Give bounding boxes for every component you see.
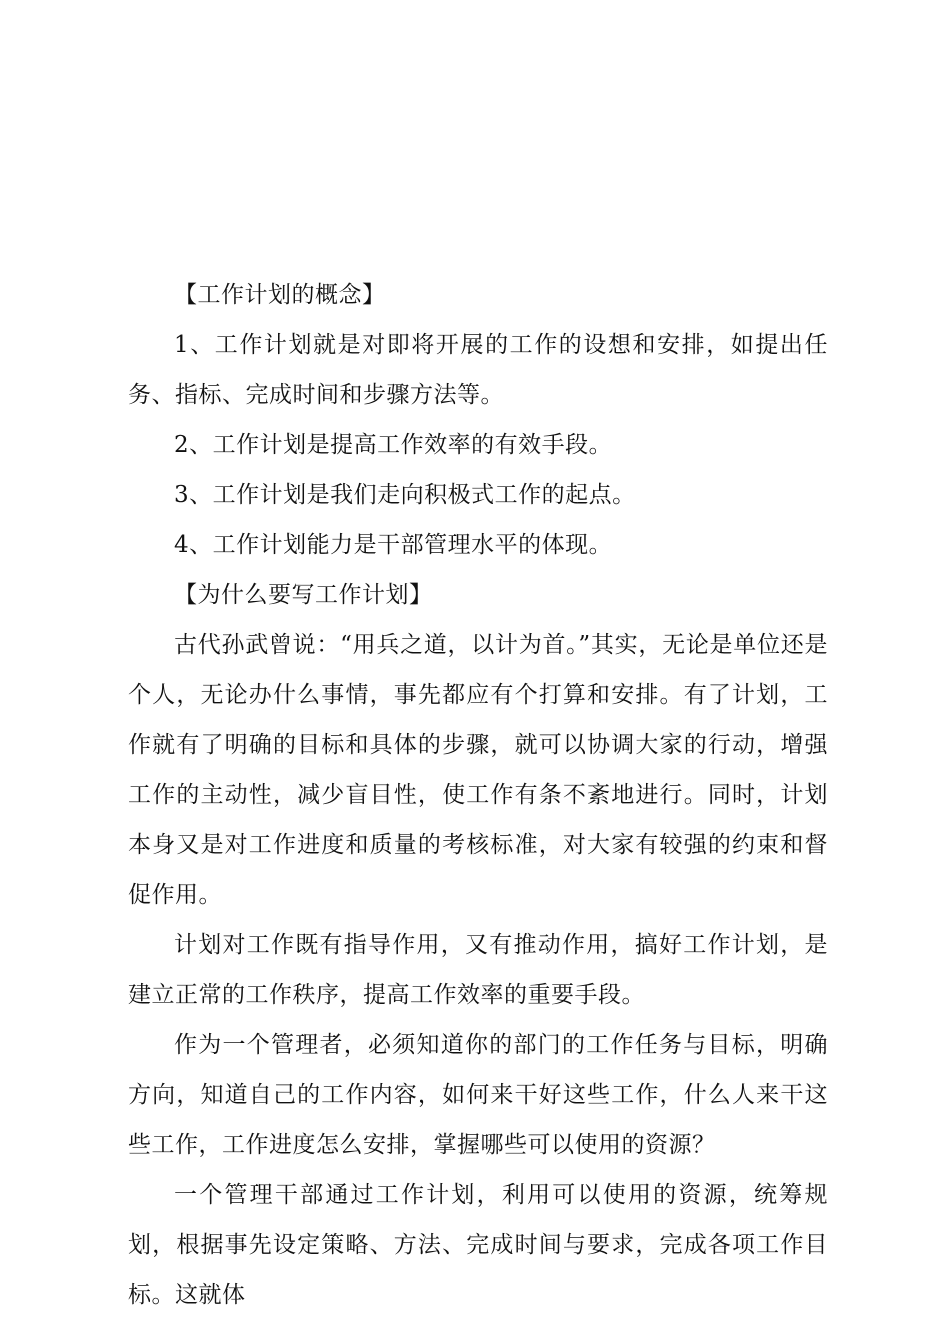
paragraph-guidance-role: 计划对工作既有指导作用，又有推动作用，搞好工作计划，是建立正常的工作秩序，提高工作效率的重要手段。 bbox=[128, 932, 828, 1008]
paragraph-sun-wu-quote: 古代孙武曾说：“用兵之道，以计为首。”其实，无论是单位还是个人，无论办什么事情，事先都应有个打算和安排。有了计划，工作就有了明确的目标和具体的步骤，就可以协调大家的行动，增强工作的主动性，减少盲目性，使工作有条不紊地进行。同时，计划本身又是对工作进度和质量的考核标准，对大家有较强的约束和督促作用。 bbox=[128, 632, 828, 908]
paragraph-point-3: 3、工作计划是我们走向积极式工作的起点。 bbox=[174, 482, 636, 508]
paragraph-manager-resources: 一个管理干部通过工作计划，利用可以使用的资源，统筹规划，根据事先设定策略、方法、完成时间与要求，完成各项工作目标。这就体 bbox=[128, 1182, 828, 1308]
paragraph-point-1: 1、工作计划就是对即将开展的工作的设想和安排，如提出任务、指标、完成时间和步骤方法等。 bbox=[128, 332, 828, 408]
document-body bbox=[128, 270, 828, 1320]
paragraph-point-2: 2、工作计划是提高工作效率的有效手段。 bbox=[174, 432, 613, 458]
paragraph-point-4: 4、工作计划能力是干部管理水平的体现。 bbox=[174, 532, 613, 558]
paragraph-manager-duties: 作为一个管理者，必须知道你的部门的工作任务与目标，明确方向，知道自己的工作内容，如何来干好这些工作，什么人来干这些工作，工作进度怎么安排，掌握哪些可以使用的资源？ bbox=[128, 1032, 828, 1158]
heading-why-write-plan: 【为什么要写工作计划】 bbox=[174, 582, 433, 608]
heading-work-plan-concept: 【工作计划的概念】 bbox=[174, 282, 386, 308]
